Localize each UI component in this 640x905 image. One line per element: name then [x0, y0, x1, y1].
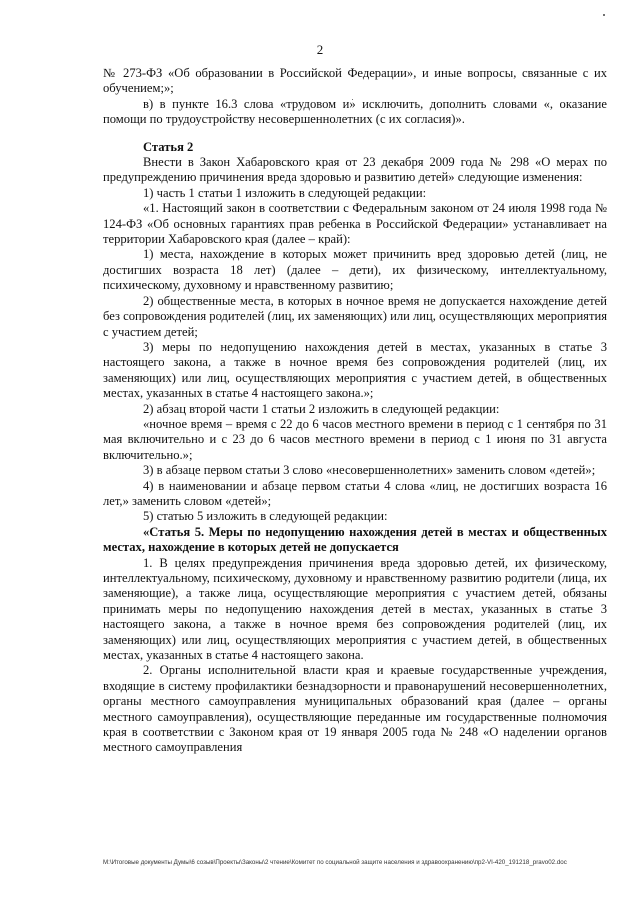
paragraph: 1) места, нахождение в которых может причинить вред здоровью детей (лиц, не достигших возраста 18 лет) (далее – дети), их физическому, интеллектуальному, психическому, духовному и нравственному развитию; — [103, 247, 607, 293]
article-5-heading: «Статья 5. Меры по недопущению нахождения детей в местах и общественных местах, нахождение в которых детей не допускается — [103, 524, 607, 555]
scan-speck — [603, 14, 605, 16]
paragraph: «1. Настоящий закон в соответствии с Федеральным законом от 24 июля 1998 года № 124-ФЗ «Об основных гарантиях прав ребенка в Российской Федерации» устанавливает на территории Хабаровского края (далее – край): — [103, 201, 607, 247]
page-number: 2 — [316, 42, 324, 57]
paragraph: Внести в Закон Хабаровского края от 23 декабря 2009 года № 298 «О мерах по предупреждению причинения вреда здоровью и развитию детей» следующие изменения: — [103, 155, 607, 185]
paragraph: 3) в абзаце первом статьи 3 слово «несовершеннолетних» заменить словом «детей»; — [143, 463, 596, 478]
article-heading: Статья 2 — [143, 139, 194, 154]
paragraph: 1. В целях предупреждения причинения вреда здоровью детей, их физическому, интеллектуальному, психическому, духовному и нравственному развитию родители (лица, их заменяющие), а также лица, осуществляющие мероприятия с участием детей, обязаны принимать меры по недопущению нахождения детей в местах, указанных в статье 3 настоящего закона, а также в ночное время без сопровождения родителей (лиц, их заменяющих) или лиц, осуществляющих мероприятия с участием детей, в общественных местах, указанных в статье 4 настоящего закона. — [103, 555, 607, 663]
file-path-footer: M:\Итоговые документы Думы\6 созыв\Проекты\Законы\2 чтение\Комитет по социальной защите населения и здравоохранению\пр2-VI-420_191218_pravo02.doc — [103, 859, 567, 866]
paragraph: 4) в наименовании и абзаце первом статьи 4 слова «лиц, не достигших возраста 16 лет,» заменить словом «детей»; — [103, 478, 607, 508]
paragraph: «ночное время – время с 22 до 6 часов местного времени в период с 1 сентября по 31 мая включительно и с 23 до 6 часов местного времени в период с 1 июня по 31 августа включительно.»; — [103, 416, 607, 462]
paragraph: 2. Органы исполнительной власти края и краевые государственные учреждения, входящие в систему профилактики безнадзорности и правонарушений несовершеннолетних, органы местного самоуправления муниципальных образований края (далее – органы местного самоуправления), осуществляющие переданные им государственные полномочия края в соответствии с Законом края от 19 января 2005 года № 248 «О наделении органов местного самоуправления — [103, 663, 607, 755]
paragraph: в) в пункте 16.3 слова «трудовом и» исключить, дополнить словами «, оказание помощи по трудоустройству несовершеннолетних (с их согласия)». — [103, 96, 607, 127]
paragraph: № 273-ФЗ «Об образовании в Российской Федерации», и иные вопросы, связанные с их обучением;»; — [103, 66, 607, 96]
paragraph: 2) общественные места, в которых в ночное время не допускается нахождение детей без сопровождения родителей (лиц, их заменяющих) или лиц, осуществляющих мероприятия с участием детей; — [103, 293, 608, 339]
paragraph: 1) часть 1 статьи 1 изложить в следующей редакции: — [143, 185, 427, 200]
paragraph: 5) статью 5 изложить в следующей редакции: — [143, 509, 388, 524]
document-body — [103, 66, 607, 756]
paragraph: 2) абзац второй части 1 статьи 2 изложить в следующей редакции: — [143, 401, 500, 416]
paragraph: 3) меры по недопущению нахождения детей в местах, указанных в статье 3 настоящего закона, а также в ночное время без сопровождения родителей (лиц, их заменяющих) или лиц, осуществляющих мероприятия с участием детей, в общественных местах, указанных в статье 4 настоящего закона.»; — [103, 339, 607, 401]
